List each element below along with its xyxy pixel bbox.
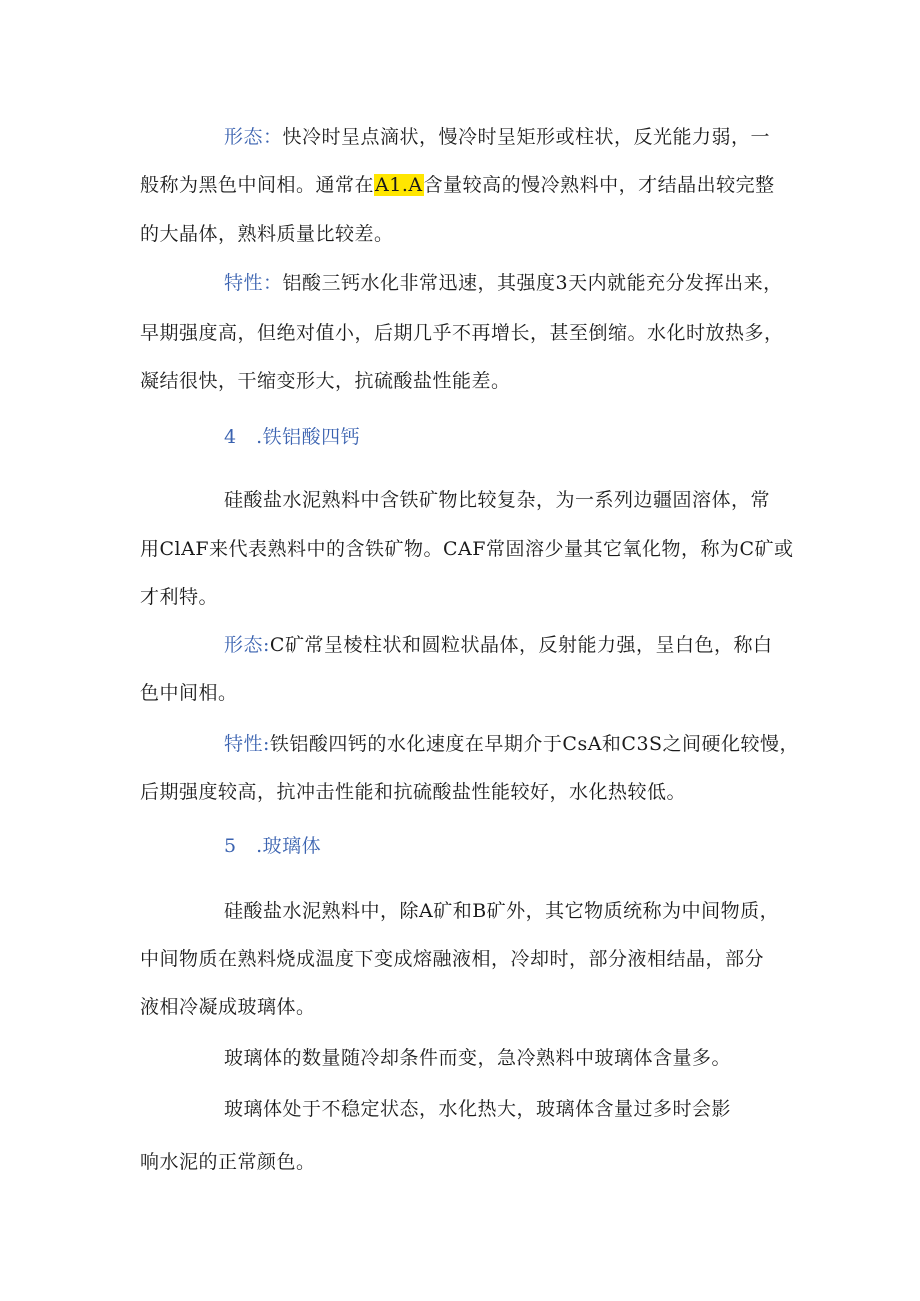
glass-para-line-2: 中间物质在熟料烧成温度下变成熔融液相，冷却时，部分液相结晶，部分 [140, 948, 765, 970]
form-text-pre: 般称为黑色中间相。通常在 [140, 174, 375, 196]
form-text: 快冷时呈点滴状，慢冷时呈矩形或柱状，反光能力弱，一 [282, 126, 771, 148]
ferrite-para-line-2: 用ClAF来代表熟料中的含铁矿物。CAF常固溶少量其它氧化物，称为C矿或 [140, 538, 794, 560]
property-para-2-line-1 [224, 730, 799, 758]
ferrite-para-line-1: 硅酸盐水泥熟料中含铁矿物比较复杂，为一系列边疆固溶体，常 [224, 489, 771, 511]
form-para-2-line-2: 色中间相。 [140, 682, 238, 704]
property-para-line-3: 凝结很快，干缩变形大，抗硫酸盐性能差。 [140, 370, 511, 392]
section-heading-5: 5 .玻璃体 [224, 835, 322, 857]
property-text: 铝酸三钙水化非常迅速，其强度3天内就能充分发挥出来， [282, 272, 783, 294]
section-heading-4: 4 .铁铝酸四钙 [224, 426, 361, 448]
ferrite-para-line-3: 才利特。 [140, 586, 219, 608]
glass-state-para-line-1: 玻璃体处于不稳定状态，水化热大，玻璃体含量过多时会影 [224, 1098, 732, 1120]
form-para-2-line-1 [224, 631, 772, 659]
glass-state-para-line-2: 响水泥的正常颜色。 [140, 1151, 316, 1173]
property-para-2-line-2: 后期强度较高，抗冲击性能和抗硫酸盐性能较好，水化热较低。 [140, 781, 687, 803]
property-para-line-2: 早期强度高，但绝对值小，后期几乎不再增长，甚至倒缩。水化时放热多， [140, 322, 784, 344]
form-para-line-3: 的大晶体，熟料质量比较差。 [140, 223, 394, 245]
highlighted-text: A1.A [375, 174, 423, 196]
glass-para-line-1: 硅酸盐水泥熟料中，除A矿和B矿外，其它物质统称为中间物质， [224, 900, 780, 922]
form-para-line-1 [224, 123, 770, 151]
form-para-line-2 [140, 171, 775, 199]
form-label: 形态： [224, 126, 283, 148]
glass-amount-para: 玻璃体的数量随冷却条件而变，急冷熟料中玻璃体含量多。 [224, 1047, 732, 1069]
glass-para-line-3: 液相冷凝成玻璃体。 [140, 996, 316, 1018]
form-label: 形态: [224, 634, 270, 656]
property-para-line-1 [224, 269, 783, 297]
form-text: C矿常呈棱柱状和圆粒状晶体，反射能力强，呈白色，称白 [269, 634, 773, 656]
property-label: 特性: [224, 733, 270, 755]
property-label: 特性： [224, 272, 283, 294]
form-text-post: 含量较高的慢冷熟料中，才结晶出较完整 [423, 174, 775, 196]
property-text: 铁铝酸四钙的水化速度在早期介于CsA和C3S之间硬化较慢， [269, 733, 800, 755]
